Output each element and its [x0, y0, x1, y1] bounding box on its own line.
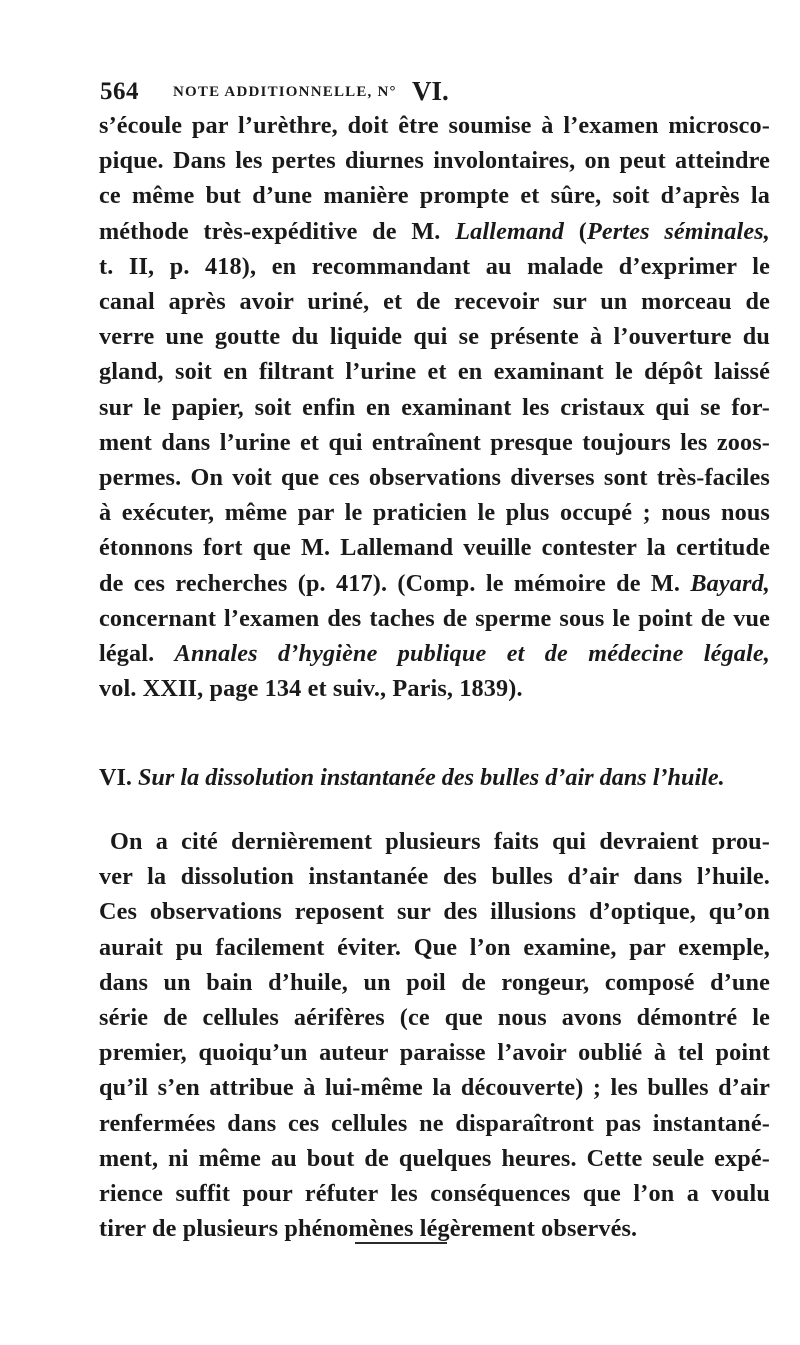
header-title: NOTE ADDITIONNELLE, N°	[173, 84, 397, 100]
text-line	[99, 636, 770, 671]
text-line: à exécuter, même par le praticien le plus occupé ; nous nous	[99, 499, 770, 527]
text-line: vol. XXII, page 134 et suiv., Paris, 1839).	[99, 675, 523, 703]
text-line: ment, ni même au bout de quelques heures. Cette seule expé-	[99, 1144, 770, 1172]
text-run: légal.	[99, 640, 175, 668]
text-line: rience suffit pour réfuter les conséquences que l’on a voulu	[99, 1180, 770, 1208]
text-line: sur le papier, soit enfin en examinant les cristaux qui se for-	[99, 393, 770, 421]
text-line	[99, 566, 770, 601]
header-section-number: VI.	[412, 76, 449, 106]
text-run: méthode très-expéditive de M.	[99, 217, 456, 245]
journal-title-annales: Annales d’hygiène publique et de médecine légale,	[174, 640, 770, 668]
author-name-lallemand: Lallemand	[455, 217, 565, 245]
text-line: verre une goutte du liquide qui se présente à l’ouverture du	[99, 323, 770, 351]
text-line: gland, soit en filtrant l’urine et en examinant le dépôt laissé	[99, 358, 770, 386]
work-title-pertes-seminales: Pertes séminales,	[586, 217, 770, 245]
text-line: canal après avoir uriné, et de recevoir sur un morceau de	[99, 288, 770, 316]
text-line: s’écoule par l’urèthre, doit être soumise à l’examen microsco-	[99, 112, 770, 139]
text-line: aurait pu facilement éviter. Que l’on examine, par exemple,	[99, 933, 770, 961]
text-line: permes. On voit que ces observations diverses sont très-faciles	[99, 464, 770, 492]
paragraph-section-vi	[99, 824, 770, 1246]
section-heading	[99, 760, 770, 795]
text-line: premier, quoiqu’un auteur paraisse l’avoir oublié à tel point	[99, 1039, 770, 1067]
text-line: t. II, p. 418), en recommandant au malade d’exprimer le	[99, 252, 770, 280]
text-line: Ces observations reposent sur des illusions d’optique, qu’on	[99, 898, 770, 926]
text-line: dans un bain d’huile, un poil de rongeur, composé d’une	[99, 968, 770, 996]
text-line: concernant l’examen des taches de sperme sous le point de vue	[99, 604, 770, 632]
text-line: qu’il s’en attribue à lui-même la découverte) ; les bulles d’air	[99, 1074, 770, 1102]
text-line: pique. Dans les pertes diurnes involontaires, on peut atteindre	[99, 147, 770, 175]
text-line: On a cité dernièrement plusieurs faits qui devraient prou-	[110, 828, 770, 855]
section-number: VI.	[99, 764, 132, 791]
text-line: ver la dissolution instantanée des bulles d’air dans l’huile.	[99, 863, 770, 891]
section-title: Sur la dissolution instantanée des bulles d’air dans l’huile.	[137, 764, 725, 791]
text-run: (	[564, 217, 587, 245]
end-rule	[355, 1242, 447, 1244]
text-line: ce même but d’une manière prompte et sûre, soit d’après la	[99, 182, 770, 210]
paragraph-continued	[99, 108, 770, 706]
text-line: série de cellules aérifères (ce que nous avons démontré le	[99, 1004, 770, 1032]
text-line	[99, 214, 770, 249]
page-number: 564	[100, 78, 139, 105]
text-line: ment dans l’urine et qui entraînent presque toujours les zoos-	[99, 428, 770, 456]
text-line: tirer de plusieurs phénomènes légèrement observés.	[99, 1215, 638, 1243]
author-name-bayard: Bayard,	[690, 569, 770, 597]
text-line: étonnons fort que M. Lallemand veuille contester la certitude	[99, 534, 770, 562]
text-run: de ces recherches (p. 417). (Comp. le mémoire de M.	[99, 569, 691, 597]
text-line: renfermées dans ces cellules ne disparaîtront pas instantané-	[99, 1109, 770, 1137]
